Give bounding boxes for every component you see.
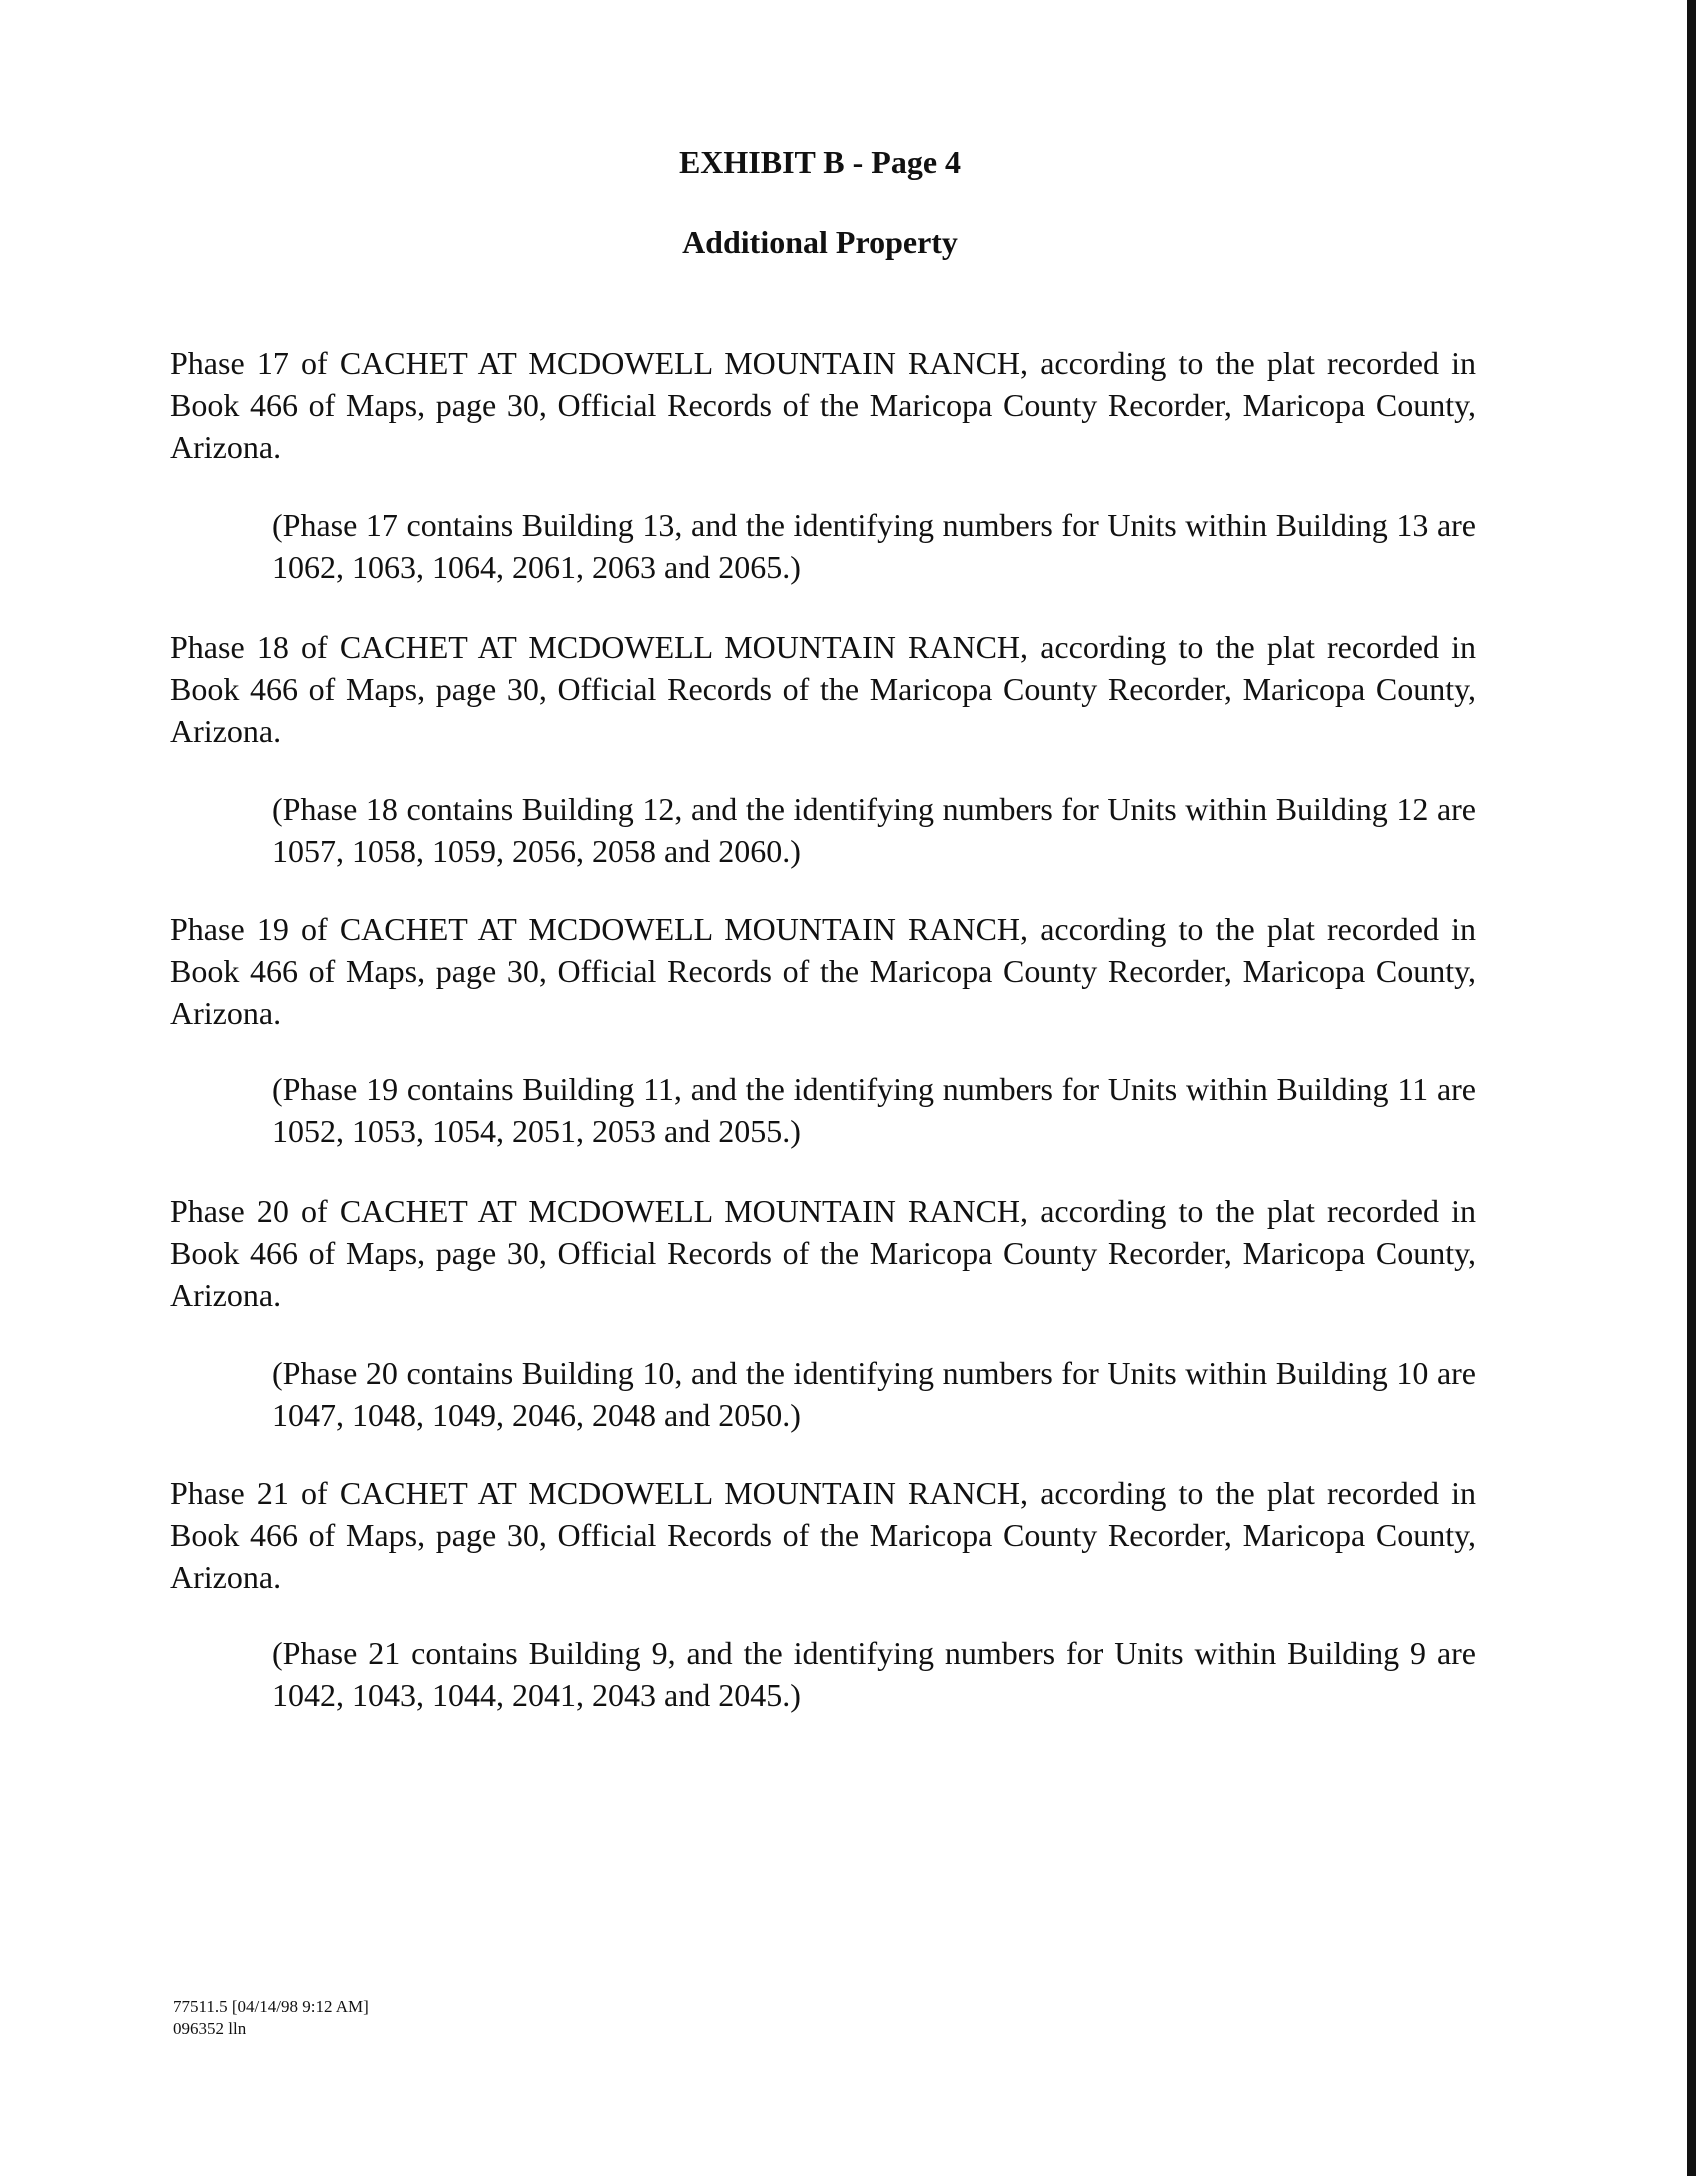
phase-description: Phase 20 of CACHET AT MCDOWELL MOUNTAIN RANCH, according to the plat recorded in Book 466 of Maps, page 30, Official Records of the Maricopa County Recorder, Maricopa County, Arizona. xyxy=(170,1193,1476,1313)
footer-doc-id: 77511.5 [04/14/98 9:12 AM] xyxy=(173,1997,369,2016)
phase-description: Phase 18 of CACHET AT MCDOWELL MOUNTAIN RANCH, according to the plat recorded in Book 466 of Maps, page 30, Official Records of the Maricopa County Recorder, Maricopa County, Arizona. xyxy=(170,629,1476,749)
phase-note: (Phase 19 contains Building 11, and the identifying numbers for Units within Building 11 are 1052, 1053, 1054, 2051, 2053 and 2055.) xyxy=(272,1071,1476,1149)
phase-note: (Phase 17 contains Building 13, and the identifying numbers for Units within Building 13 are 1062, 1063, 1064, 2061, 2063 and 2065.) xyxy=(272,507,1476,585)
phase-note: (Phase 20 contains Building 10, and the identifying numbers for Units within Building 10 are 1047, 1048, 1049, 2046, 2048 and 2050.) xyxy=(272,1355,1476,1433)
phase-description: Phase 19 of CACHET AT MCDOWELL MOUNTAIN RANCH, according to the plat recorded in Book 466 of Maps, page 30, Official Records of the Maricopa County Recorder, Maricopa County, Arizona. xyxy=(170,911,1476,1031)
phase-note: (Phase 21 contains Building 9, and the identifying numbers for Units within Building 9 are 1042, 1043, 1044, 2041, 2043 and 2045.) xyxy=(272,1635,1476,1713)
exhibit-subtitle: Additional Property xyxy=(682,224,958,260)
phase-note: (Phase 18 contains Building 12, and the identifying numbers for Units within Building 12 are 1057, 1058, 1059, 2056, 2058 and 2060.) xyxy=(272,791,1476,869)
phase-description: Phase 21 of CACHET AT MCDOWELL MOUNTAIN RANCH, according to the plat recorded in Book 466 of Maps, page 30, Official Records of the Maricopa County Recorder, Maricopa County, Arizona. xyxy=(170,1475,1476,1595)
footer-file-code: 096352 lln xyxy=(173,2019,247,2038)
exhibit-title: EXHIBIT B - Page 4 xyxy=(678,144,962,180)
phase-description: Phase 17 of CACHET AT MCDOWELL MOUNTAIN RANCH, according to the plat recorded in Book 466 of Maps, page 30, Official Records of the Maricopa County Recorder, Maricopa County, Arizona. xyxy=(170,345,1476,465)
document-footer xyxy=(173,1996,369,2040)
scan-edge-border xyxy=(1687,0,1696,2176)
